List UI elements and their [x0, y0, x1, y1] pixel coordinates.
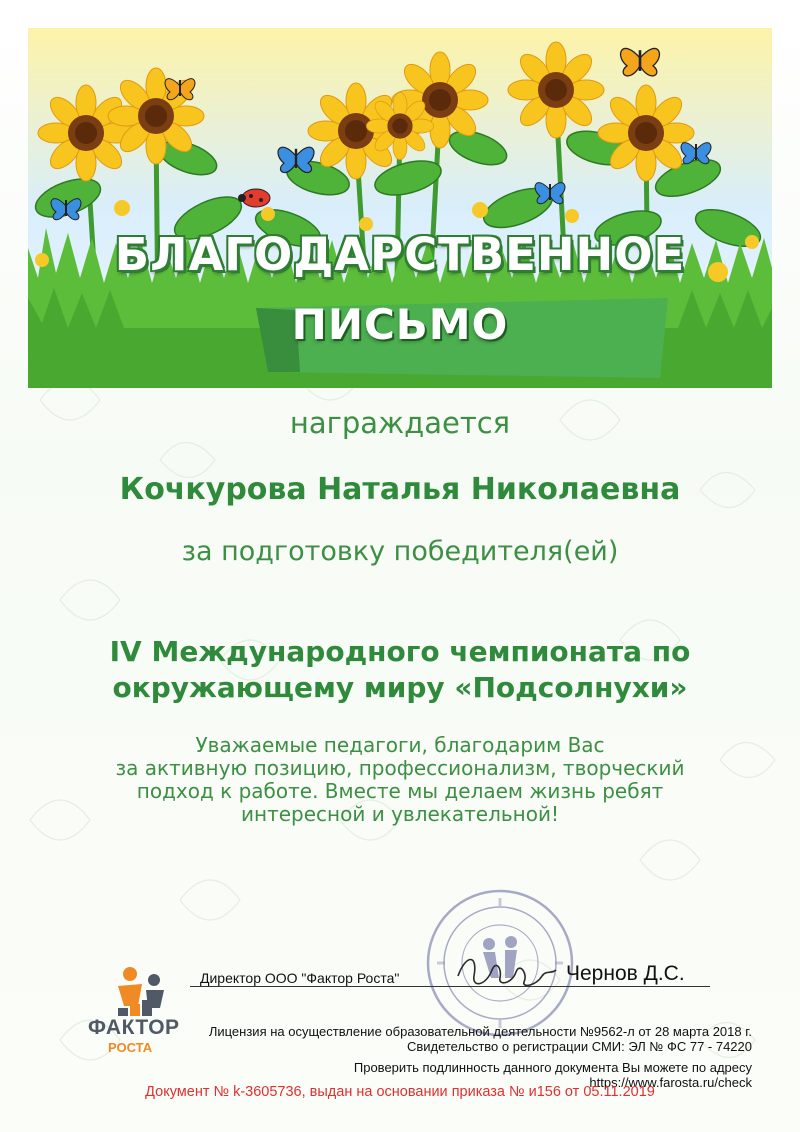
- recipient-name: Кочкурова Наталья Николаевна: [119, 472, 681, 507]
- thanks-line: за активную позицию, профессионализм, творческий: [115, 756, 685, 780]
- certificate-title-line2: ПИСЬМО: [291, 300, 509, 349]
- thanks-paragraph: [60, 734, 740, 826]
- sunflower-icon: [598, 85, 694, 181]
- license-line: Лицензия на осуществление образовательной деятельности №9562-л от 28 марта 2018 г.: [208, 1024, 752, 1039]
- award-reason: за подготовку победителя(ей): [181, 536, 619, 567]
- media-registration-line: Свидетельство о регистрации СМИ: ЭЛ № ФС 77 - 74220: [406, 1039, 752, 1054]
- sunflower-icon: [508, 42, 604, 138]
- event-title-line2: окружающему миру «Подсолнухи»: [112, 671, 688, 704]
- awarded-label: награждается: [289, 406, 511, 440]
- verify-text: Проверить подлинность данного документа Вы можете по адресу https://www.farosta.ru/check: [353, 1060, 752, 1090]
- event-title-line1: IV Международного чемпионата по: [109, 635, 691, 668]
- sunflower-icon: [38, 85, 134, 181]
- signature-line: [190, 986, 710, 987]
- document-number: Документ № k-3605736, выдан на основании приказа № и156 от 05.11.2019: [145, 1084, 655, 1100]
- event-title: [40, 634, 760, 706]
- director-name: Чернов Д.С.: [566, 962, 685, 985]
- thanks-line: интересной и увлекательной!: [241, 802, 559, 826]
- thanks-line: подход к работе. Вместе мы делаем жизнь ребят: [136, 779, 664, 803]
- director-label: Директор ООО "Фактор Роста": [200, 970, 400, 986]
- thanks-line: Уважаемые педагоги, благодарим Вас: [195, 733, 605, 757]
- license-info: [200, 1024, 752, 1054]
- signature: [452, 946, 562, 996]
- logo-subtitle: РОСТА: [108, 1040, 153, 1055]
- logo-wordmark: ФАКТОР: [88, 1016, 180, 1039]
- certificate-title-line1: БЛАГОДАРСТВЕННОЕ: [114, 228, 686, 281]
